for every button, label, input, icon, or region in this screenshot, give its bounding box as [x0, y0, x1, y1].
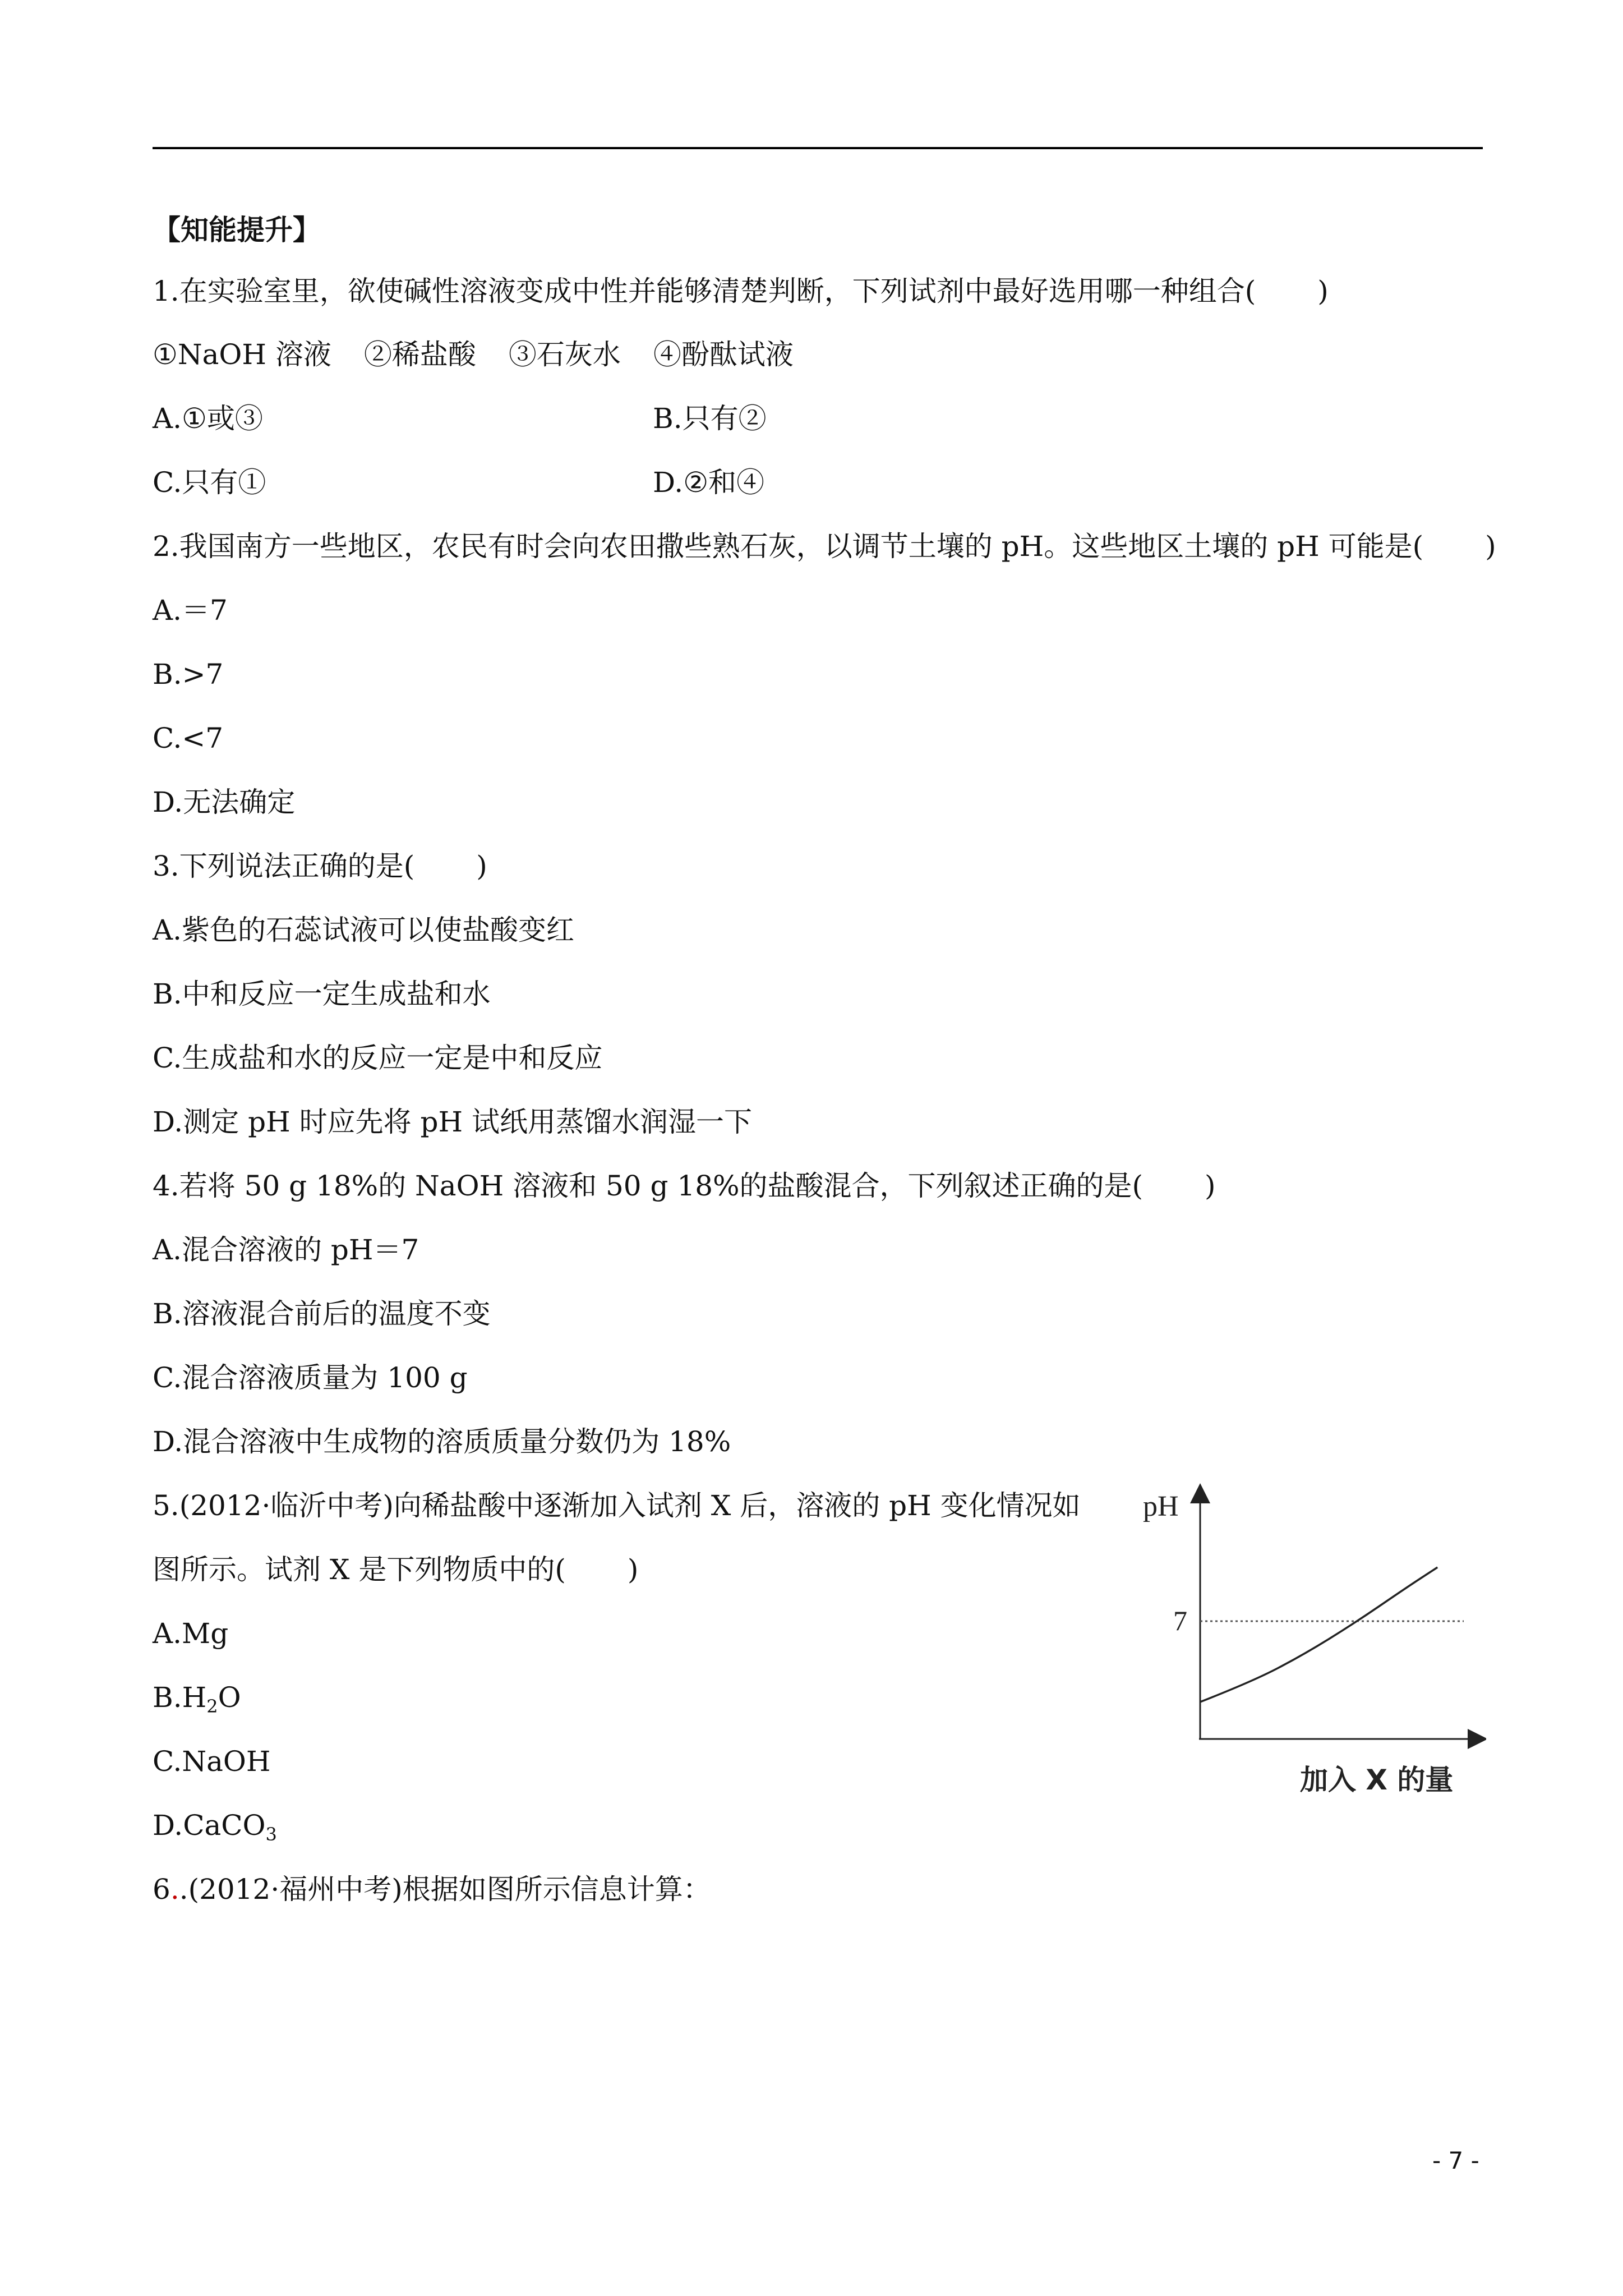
ph-chart [1138, 1481, 1486, 1806]
x-axis-label: 加入 X 的量 [1300, 1764, 1454, 1796]
page-number: - 7 - [1432, 2147, 1479, 2174]
question-5-option-d: D.CaCO$_3$ [153, 1809, 277, 1845]
question-2-option-a: A.＝7 [153, 594, 228, 627]
question-4-option-c: C.混合溶液质量为 100 g [153, 1361, 468, 1394]
question-3-option-c: C.生成盐和水的反应一定是中和反应 [153, 1042, 603, 1074]
question-3-stem: 3.下列说法正确的是( ) [153, 850, 487, 882]
question-5-option-b: $B.H_2O$ [153, 1681, 241, 1717]
question-2-option-c: C.<7 [153, 722, 224, 754]
question-4-stem: 4.若将 50 g 18%的 NaOH 溶液和 50 g 18%的盐酸混合，下列叙述正确的是( ) [153, 1170, 1216, 1202]
question-2-option-d: D.无法确定 [153, 786, 296, 818]
question-6-stem: 6..(2012·福州中考)根据如图所示信息计算： [153, 1873, 711, 1906]
option-c: C.只有① [153, 466, 266, 499]
question-3-option-d: D.测定 pH 时应先将 pH 试纸用蒸馏水润湿一下 [153, 1106, 752, 1138]
reference-label-7: 7 [1173, 1605, 1187, 1636]
reagent-4: ④酚酞试液 [653, 338, 794, 371]
question-3-option-a: A.紫色的石蕊试液可以使盐酸变红 [153, 914, 575, 946]
reagent-3: ③石灰水 [508, 338, 621, 371]
question-5-option-a: A.Mg [153, 1617, 229, 1650]
question-5-stem-line-1: 5.(2012·临沂中考)向稀盐酸中逐渐加入试剂 X 后，溶液的 pH 变化情况如 [153, 1489, 1081, 1522]
ph-curve [1200, 1567, 1437, 1702]
y-axis-label: pH [1143, 1490, 1179, 1522]
option-b: B.只有② [653, 402, 767, 435]
question-2-option-b: B.>7 [153, 658, 224, 691]
question-2-stem: 2.我国南方一些地区，农民有时会向农田撒些熟石灰，以调节土壤的 pH。这些地区土壤的 pH 可能是( ) [153, 530, 1496, 563]
reagent-2: ②稀盐酸 [363, 338, 476, 371]
section-title: 【知能提升】 [153, 213, 321, 246]
header-rule [153, 147, 1483, 149]
reagent-1: ①NaOH 溶液 [153, 338, 331, 371]
question-4-option-d: D.混合溶液中生成物的溶质质量分数仍为 18% [153, 1425, 731, 1458]
question-3-option-b: B.中和反应一定生成盐和水 [153, 978, 491, 1010]
question-1-options-row-1 [153, 401, 767, 436]
question-5-option-c: C.NaOH [153, 1745, 271, 1778]
question-5-stem-line-2: 图所示。试剂 X 是下列物质中的( ) [153, 1553, 639, 1586]
question-4-option-a: A.混合溶液的 pH＝7 [153, 1234, 419, 1266]
question-1-reagents [153, 337, 826, 372]
question-4-option-b: B.溶液混合前后的温度不变 [153, 1297, 491, 1330]
option-a: A.①或③ [153, 402, 263, 435]
option-d: D.②和④ [653, 466, 765, 499]
question-1-stem: 1.在实验室里，欲使碱性溶液变成中性并能够清楚判断，下列试剂中最好选用哪一种组合( ) [153, 275, 1329, 307]
question-1-options-row-2 [153, 464, 765, 500]
